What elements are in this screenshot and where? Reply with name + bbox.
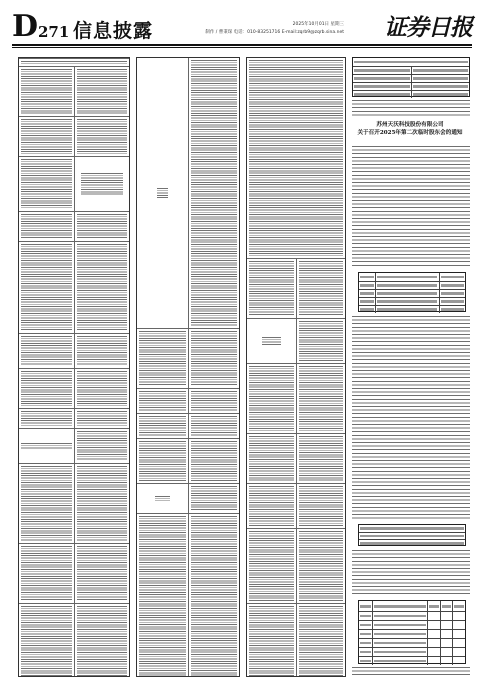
announcement-preface-text — [352, 100, 470, 118]
table-row — [19, 463, 129, 543]
contact-line: 制作 / 曹秉琛 电话：010-83251716 E-mail:zqrb9@zqrb.sina.net — [205, 30, 344, 35]
table-row — [137, 413, 239, 438]
table-row — [19, 333, 129, 368]
announcement-top-table — [352, 57, 470, 97]
masthead — [0, 0, 484, 50]
table-row — [19, 543, 129, 603]
table-row — [247, 433, 345, 483]
announcement-company: 苏州天沃科技股份有限公司 — [376, 122, 444, 128]
table-row — [137, 513, 239, 677]
table-row — [19, 428, 129, 463]
table-row — [19, 408, 129, 428]
disclosure-table-column-1 — [18, 57, 130, 677]
table-row — [137, 483, 239, 513]
masthead-rule-thin — [12, 47, 472, 48]
table-row — [19, 58, 129, 66]
section-letter: D — [12, 9, 39, 44]
masthead-rule-thick — [12, 44, 472, 46]
table-row — [19, 211, 129, 241]
table-row — [247, 603, 345, 677]
table-row — [247, 58, 345, 258]
section-number: 271 — [38, 23, 70, 41]
section-title: 信息披露 — [73, 20, 154, 42]
table-row — [137, 388, 239, 413]
disclosure-table-column-3 — [246, 57, 346, 677]
table-row — [247, 528, 345, 603]
table-row — [137, 328, 239, 388]
newspaper-brand-logo: 证券日报 — [384, 14, 472, 41]
date-line: 2025年10月01日 星期三 — [292, 22, 344, 27]
announcement-footer-text — [352, 667, 470, 675]
table-row — [19, 116, 129, 156]
table-row — [247, 258, 345, 318]
announcement-title: 关于召开2025年第二次临时股东会的通知 — [357, 130, 463, 136]
voting-table — [358, 600, 466, 664]
announcement-body-text-2 — [352, 316, 470, 520]
table-row — [19, 603, 129, 677]
table-row — [247, 483, 345, 528]
table-row — [247, 318, 345, 363]
announcement-body-text — [352, 146, 470, 268]
table-row — [247, 363, 345, 433]
table-row — [19, 156, 129, 211]
disclosure-table-column-2 — [136, 57, 240, 677]
announcement-body-text-3 — [352, 550, 470, 596]
meeting-proposal-table — [358, 272, 466, 312]
table-row — [19, 66, 129, 116]
table-row — [19, 368, 129, 408]
proxy-form-table — [358, 524, 466, 546]
table-row — [137, 438, 239, 483]
table-row — [19, 241, 129, 333]
